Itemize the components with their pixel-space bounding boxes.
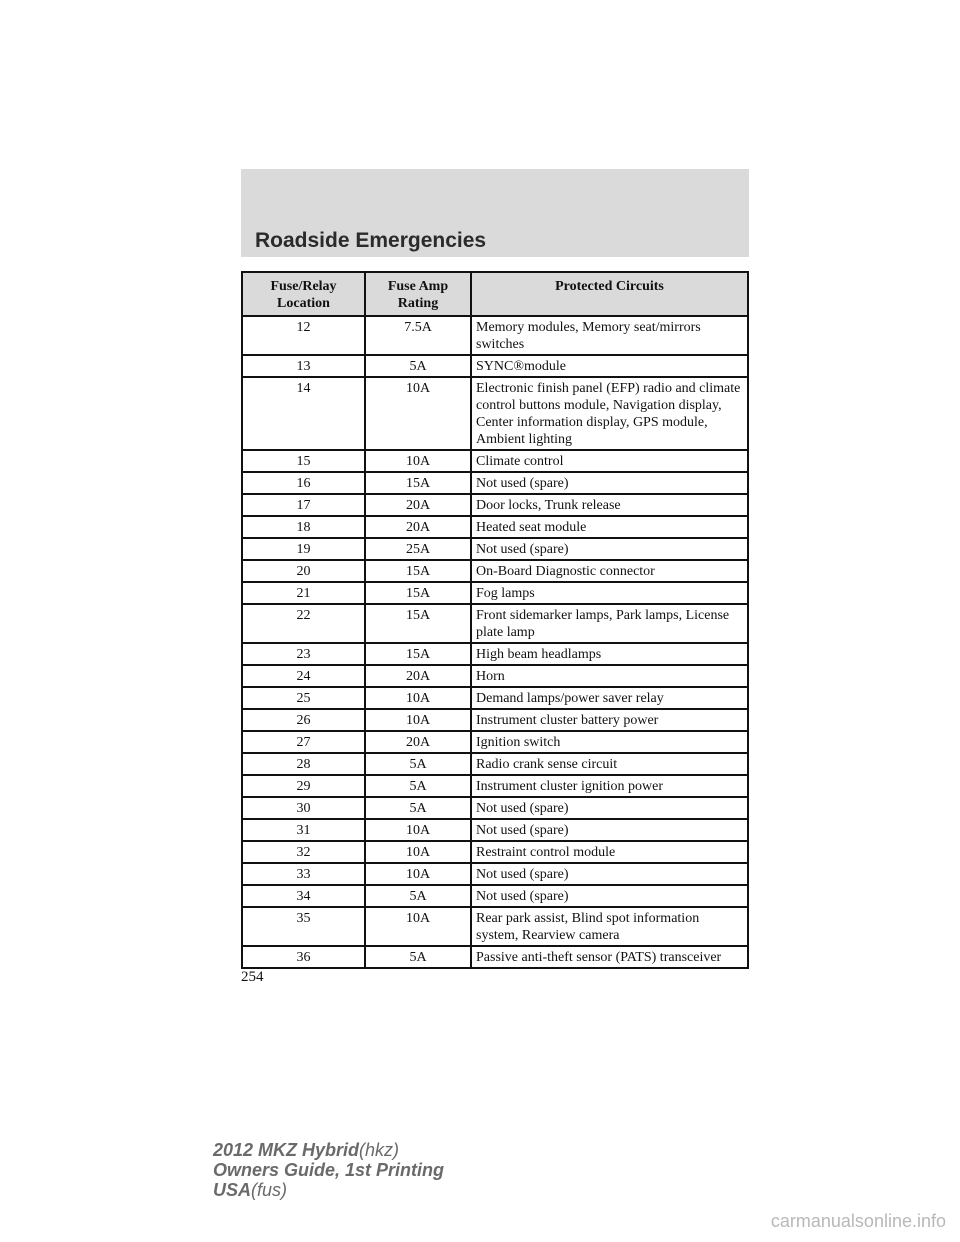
table-header-row: [242, 272, 748, 316]
cell-location: 16: [242, 472, 365, 494]
cell-circuits: Electronic finish panel (EFP) radio and climate control buttons module, Navigation display, Center information display, GPS module, Ambient lighting: [471, 377, 748, 450]
cell-location: 34: [242, 885, 365, 907]
cell-rating: 10A: [365, 819, 471, 841]
cell-circuits: Rear park assist, Blind spot information system, Rearview camera: [471, 907, 748, 946]
cell-rating: 10A: [365, 687, 471, 709]
cell-circuits: Not used (spare): [471, 538, 748, 560]
column-header-rating: Fuse Amp Rating: [365, 272, 471, 316]
cell-rating: 20A: [365, 731, 471, 753]
cell-location: 36: [242, 946, 365, 968]
cell-circuits: High beam headlamps: [471, 643, 748, 665]
table-row: [242, 665, 748, 687]
cell-rating: 15A: [365, 582, 471, 604]
cell-circuits: Demand lamps/power saver relay: [471, 687, 748, 709]
footer-line-model: [213, 1140, 444, 1160]
cell-rating: 7.5A: [365, 316, 471, 355]
cell-circuits: Instrument cluster battery power: [471, 709, 748, 731]
column-header-circuits: Protected Circuits: [471, 272, 748, 316]
cell-circuits: Radio crank sense circuit: [471, 753, 748, 775]
table-row: [242, 731, 748, 753]
cell-location: 30: [242, 797, 365, 819]
cell-location: 27: [242, 731, 365, 753]
table-row: [242, 355, 748, 377]
cell-circuits: Not used (spare): [471, 863, 748, 885]
cell-circuits: Memory modules, Memory seat/mirrors switches: [471, 316, 748, 355]
table-row: [242, 560, 748, 582]
footer-model-name: 2012 MKZ Hybrid: [213, 1140, 360, 1160]
cell-rating: 15A: [365, 472, 471, 494]
table-row: [242, 472, 748, 494]
cell-circuits: Horn: [471, 665, 748, 687]
cell-circuits: Passive anti-theft sensor (PATS) transceiver: [471, 946, 748, 968]
cell-location: 15: [242, 450, 365, 472]
cell-location: 24: [242, 665, 365, 687]
cell-circuits: Front sidemarker lamps, Park lamps, License plate lamp: [471, 604, 748, 643]
table-row: [242, 775, 748, 797]
table-row: [242, 316, 748, 355]
cell-rating: 5A: [365, 775, 471, 797]
cell-location: 20: [242, 560, 365, 582]
cell-rating: 20A: [365, 516, 471, 538]
table-row: [242, 377, 748, 450]
table-row: [242, 885, 748, 907]
table-row: [242, 582, 748, 604]
cell-location: 33: [242, 863, 365, 885]
cell-circuits: Fog lamps: [471, 582, 748, 604]
cell-circuits: Climate control: [471, 450, 748, 472]
table-row: [242, 863, 748, 885]
footer-line-printing: [213, 1160, 444, 1180]
table-row: [242, 709, 748, 731]
table-row: [242, 797, 748, 819]
cell-circuits: Not used (spare): [471, 885, 748, 907]
table-row: [242, 494, 748, 516]
cell-location: 28: [242, 753, 365, 775]
cell-rating: 20A: [365, 494, 471, 516]
fuse-table: [241, 271, 749, 969]
table-row: [242, 450, 748, 472]
table-row: [242, 604, 748, 643]
cell-location: 31: [242, 819, 365, 841]
footer-printing: Owners Guide, 1st Printing: [213, 1160, 445, 1180]
cell-rating: 15A: [365, 560, 471, 582]
cell-location: 12: [242, 316, 365, 355]
cell-rating: 20A: [365, 665, 471, 687]
footer-market-code: (fus): [251, 1180, 288, 1200]
table-row: [242, 538, 748, 560]
cell-circuits: Not used (spare): [471, 819, 748, 841]
cell-location: 22: [242, 604, 365, 643]
cell-rating: 5A: [365, 797, 471, 819]
table-row: [242, 753, 748, 775]
cell-location: 32: [242, 841, 365, 863]
cell-rating: 5A: [365, 885, 471, 907]
cell-circuits: Instrument cluster ignition power: [471, 775, 748, 797]
table-row: [242, 946, 748, 968]
cell-circuits: Heated seat module: [471, 516, 748, 538]
cell-circuits: Ignition switch: [471, 731, 748, 753]
cell-location: 35: [242, 907, 365, 946]
cell-rating: 15A: [365, 643, 471, 665]
cell-circuits: Restraint control module: [471, 841, 748, 863]
cell-circuits: On-Board Diagnostic connector: [471, 560, 748, 582]
cell-circuits: SYNC®module: [471, 355, 748, 377]
section-header-band: [241, 169, 749, 257]
cell-rating: 5A: [365, 355, 471, 377]
cell-rating: 10A: [365, 377, 471, 450]
footer-market: USA: [213, 1180, 252, 1200]
cell-rating: 5A: [365, 946, 471, 968]
table-row: [242, 819, 748, 841]
cell-rating: 10A: [365, 841, 471, 863]
cell-rating: 5A: [365, 753, 471, 775]
cell-rating: 10A: [365, 907, 471, 946]
cell-location: 19: [242, 538, 365, 560]
footer-line-market: [213, 1180, 444, 1200]
cell-location: 26: [242, 709, 365, 731]
cell-rating: 10A: [365, 709, 471, 731]
cell-location: 17: [242, 494, 365, 516]
cell-location: 23: [242, 643, 365, 665]
watermark[interactable]: carmanualsonline.info: [770, 1211, 946, 1231]
column-header-location: Fuse/Relay Location: [242, 272, 365, 316]
cell-location: 13: [242, 355, 365, 377]
cell-location: 14: [242, 377, 365, 450]
cell-rating: 25A: [365, 538, 471, 560]
table-row: [242, 841, 748, 863]
cell-location: 18: [242, 516, 365, 538]
table-row: [242, 907, 748, 946]
cell-circuits: Not used (spare): [471, 472, 748, 494]
table-row: [242, 687, 748, 709]
cell-location: 25: [242, 687, 365, 709]
section-title: Roadside Emergencies: [255, 229, 487, 252]
cell-circuits: Not used (spare): [471, 797, 748, 819]
cell-location: 29: [242, 775, 365, 797]
table-row: [242, 516, 748, 538]
cell-location: 21: [242, 582, 365, 604]
cell-rating: 15A: [365, 604, 471, 643]
table-body: [242, 316, 748, 968]
table-row: [242, 643, 748, 665]
cell-rating: 10A: [365, 863, 471, 885]
cell-circuits: Door locks, Trunk release: [471, 494, 748, 516]
cell-rating: 10A: [365, 450, 471, 472]
document-footer: [213, 1140, 444, 1200]
page-number: 254: [241, 969, 264, 985]
footer-model-code: (hkz): [359, 1140, 400, 1160]
